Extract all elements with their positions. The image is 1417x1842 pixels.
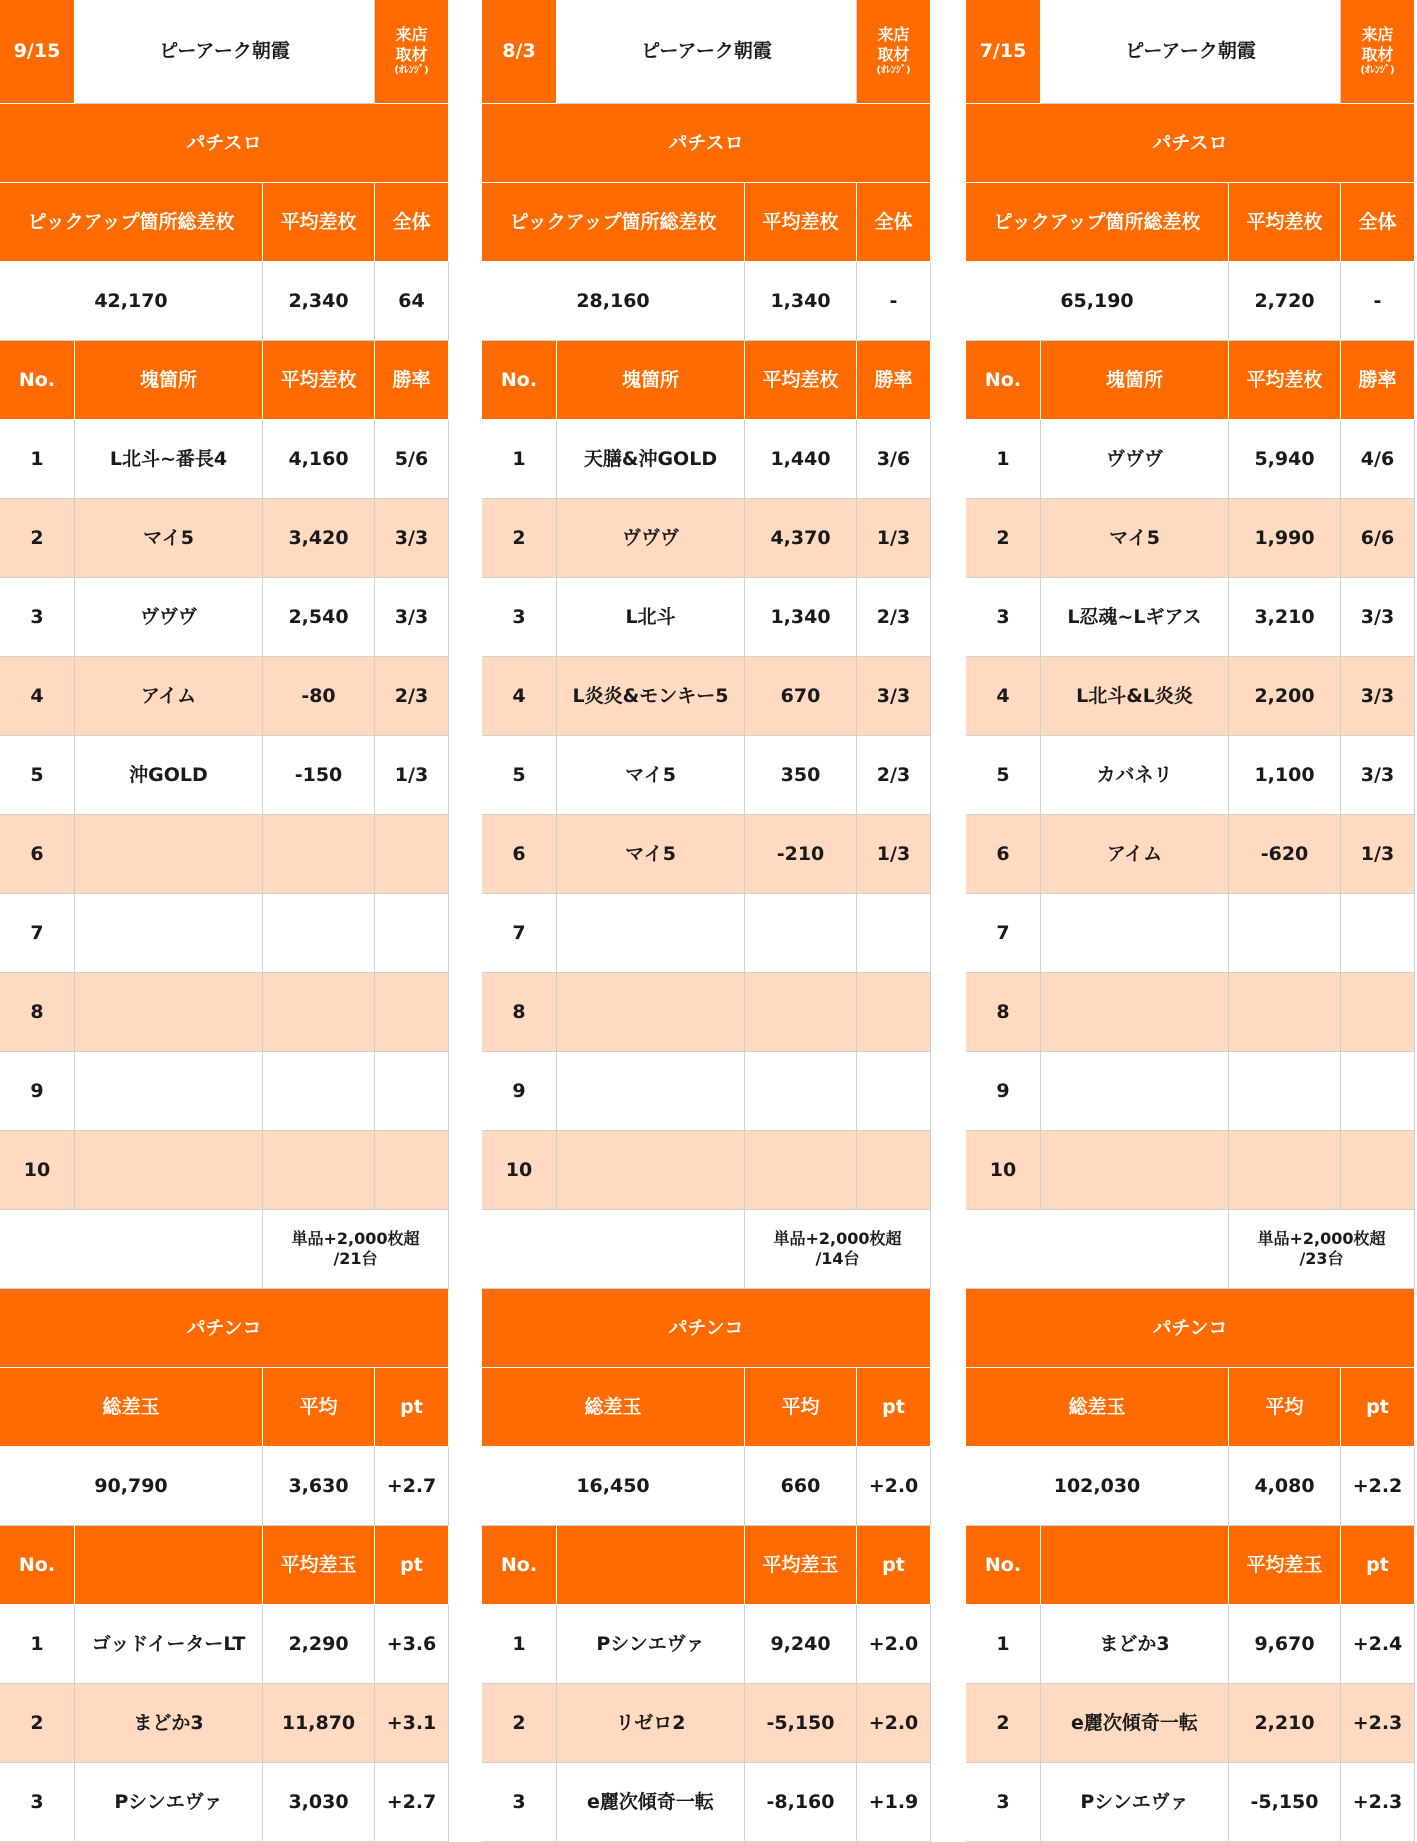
table-cell <box>75 894 263 973</box>
visit-line: 来店 <box>877 25 910 45</box>
table-cell: 10 <box>966 1131 1041 1210</box>
column-header: pt <box>1341 1526 1415 1605</box>
table-cell: マイ5 <box>557 736 745 815</box>
visit-line: (ｵﾚﾝｼﾞ) <box>876 65 911 77</box>
note-line: 単品+2,000枚超 <box>291 1229 420 1248</box>
table-cell <box>1229 894 1341 973</box>
table-cell: 2/3 <box>857 578 931 657</box>
table-cell: +3.6 <box>375 1605 449 1684</box>
summary-header: 総差玉 <box>0 1368 263 1447</box>
table-cell <box>263 1052 375 1131</box>
summary-value: 64 <box>375 262 449 341</box>
column-header <box>1041 1526 1229 1605</box>
table-cell: 7 <box>966 894 1041 973</box>
summary-header: 平均 <box>1229 1368 1341 1447</box>
summary-value: 660 <box>745 1447 857 1526</box>
table-cell: 10 <box>0 1131 75 1210</box>
table-cell: 2 <box>0 1684 75 1763</box>
table-cell: 2/3 <box>375 657 449 736</box>
table-cell: 4,370 <box>745 499 857 578</box>
note-line: /14台 <box>815 1249 860 1268</box>
table-cell: ヴヴヴ <box>557 499 745 578</box>
table-cell <box>75 1131 263 1210</box>
table-cell: 1,990 <box>1229 499 1341 578</box>
table-cell: Pシンエヴァ <box>557 1605 745 1684</box>
store-name: ピーアーク朝霞 <box>75 0 375 104</box>
section-title-pachinko: パチンコ <box>482 1289 931 1368</box>
table-cell <box>75 815 263 894</box>
table-cell: 3,210 <box>1229 578 1341 657</box>
summary-value: 1,340 <box>745 262 857 341</box>
table-cell <box>375 815 449 894</box>
slot-note <box>1229 1210 1415 1289</box>
table-cell <box>75 973 263 1052</box>
summary-value: - <box>1341 262 1415 341</box>
column-header: 平均差枚 <box>263 341 375 420</box>
table-cell: 2/3 <box>857 736 931 815</box>
table-cell: 8 <box>482 973 557 1052</box>
store-name: ピーアーク朝霞 <box>1041 0 1341 104</box>
summary-header: 総差玉 <box>966 1368 1229 1447</box>
table-cell: L北斗&L炎炎 <box>1041 657 1229 736</box>
table-cell: 1/3 <box>857 499 931 578</box>
note-blank <box>0 1210 263 1289</box>
table-cell: 1,100 <box>1229 736 1341 815</box>
summary-header: ピックアップ箇所総差枚 <box>0 183 263 262</box>
table-cell <box>557 973 745 1052</box>
table-cell: 6/6 <box>1341 499 1415 578</box>
column-header: No. <box>482 341 557 420</box>
table-cell: 1/3 <box>1341 815 1415 894</box>
table-cell: -80 <box>263 657 375 736</box>
table-cell: -620 <box>1229 815 1341 894</box>
table-cell: L北斗 <box>557 578 745 657</box>
table-cell: 6 <box>0 815 75 894</box>
table-cell: 3,030 <box>263 1763 375 1842</box>
table-cell: まどか3 <box>1041 1605 1229 1684</box>
slot-note <box>745 1210 931 1289</box>
visit-badge <box>375 0 449 104</box>
table-cell: 3/3 <box>375 578 449 657</box>
table-cell: 4 <box>482 657 557 736</box>
table-cell: 3/3 <box>857 657 931 736</box>
table-cell <box>263 894 375 973</box>
table-cell <box>1041 1131 1229 1210</box>
table-cell: 8 <box>0 973 75 1052</box>
table-cell: +2.3 <box>1341 1763 1415 1842</box>
table-cell <box>557 894 745 973</box>
visit-line: 取材 <box>1361 45 1394 65</box>
column-header: No. <box>0 1526 75 1605</box>
table-cell <box>263 973 375 1052</box>
table-cell: L北斗~番長4 <box>75 420 263 499</box>
table-cell: Pシンエヴァ <box>1041 1763 1229 1842</box>
date-label: 7/15 <box>966 0 1041 104</box>
table-cell <box>1341 973 1415 1052</box>
table-cell: 9,240 <box>745 1605 857 1684</box>
table-cell: 8 <box>966 973 1041 1052</box>
table-cell: e麗次傾奇一転 <box>557 1763 745 1842</box>
table-cell <box>375 894 449 973</box>
column-header: 塊箇所 <box>557 341 745 420</box>
table-cell <box>1341 894 1415 973</box>
note-line: 単品+2,000枚超 <box>1257 1229 1386 1248</box>
table-cell: 7 <box>482 894 557 973</box>
section-title-pachinko: パチンコ <box>0 1289 449 1368</box>
table-cell: まどか3 <box>75 1684 263 1763</box>
table-cell: 3/3 <box>1341 736 1415 815</box>
table-cell: 2 <box>966 499 1041 578</box>
table-cell: 5,940 <box>1229 420 1341 499</box>
table-cell: 3/3 <box>1341 657 1415 736</box>
summary-header: 全体 <box>375 183 449 262</box>
table-cell: -5,150 <box>1229 1763 1341 1842</box>
table-cell: アイム <box>1041 815 1229 894</box>
table-cell: 6 <box>966 815 1041 894</box>
table-cell: 3 <box>482 1763 557 1842</box>
visit-badge <box>857 0 931 104</box>
result-panel <box>482 0 931 1842</box>
table-cell: e麗次傾奇一転 <box>1041 1684 1229 1763</box>
table-cell: 2 <box>482 1684 557 1763</box>
table-cell: -5,150 <box>745 1684 857 1763</box>
table-cell: 350 <box>745 736 857 815</box>
visit-line: (ｵﾚﾝｼﾞ) <box>394 65 429 77</box>
section-title-pachinko: パチンコ <box>966 1289 1415 1368</box>
table-cell: 670 <box>745 657 857 736</box>
date-label: 8/3 <box>482 0 557 104</box>
table-cell: 2 <box>0 499 75 578</box>
table-cell: 4,160 <box>263 420 375 499</box>
visit-line: 来店 <box>1361 25 1394 45</box>
table-cell <box>857 1052 931 1131</box>
table-cell: +2.0 <box>857 1684 931 1763</box>
table-cell: 1 <box>482 1605 557 1684</box>
table-cell: Pシンエヴァ <box>75 1763 263 1842</box>
summary-header: 平均差枚 <box>1229 183 1341 262</box>
summary-header: ピックアップ箇所総差枚 <box>482 183 745 262</box>
table-cell <box>745 1052 857 1131</box>
table-cell: リゼロ2 <box>557 1684 745 1763</box>
table-cell: 3 <box>482 578 557 657</box>
table-cell: ヴヴヴ <box>75 578 263 657</box>
table-cell: -8,160 <box>745 1763 857 1842</box>
table-cell <box>263 815 375 894</box>
table-cell: 9,670 <box>1229 1605 1341 1684</box>
table-cell <box>375 1052 449 1131</box>
table-cell <box>857 1131 931 1210</box>
table-cell: マイ5 <box>557 815 745 894</box>
summary-header: pt <box>857 1368 931 1447</box>
table-cell: -150 <box>263 736 375 815</box>
summary-value: - <box>857 262 931 341</box>
date-label: 9/15 <box>0 0 75 104</box>
summary-value: 102,030 <box>966 1447 1229 1526</box>
column-header: 平均差玉 <box>745 1526 857 1605</box>
table-cell: 1 <box>966 420 1041 499</box>
table-cell <box>1341 1052 1415 1131</box>
table-cell: 1 <box>0 1605 75 1684</box>
column-header: 勝率 <box>375 341 449 420</box>
table-cell: 2,540 <box>263 578 375 657</box>
summary-value: 28,160 <box>482 262 745 341</box>
note-blank <box>966 1210 1229 1289</box>
table-cell: 3,420 <box>263 499 375 578</box>
table-cell: +2.4 <box>1341 1605 1415 1684</box>
table-cell: +3.1 <box>375 1684 449 1763</box>
column-header: 平均差枚 <box>745 341 857 420</box>
summary-value: 4,080 <box>1229 1447 1341 1526</box>
slot-note <box>263 1210 449 1289</box>
table-cell: アイム <box>75 657 263 736</box>
summary-value: +2.0 <box>857 1447 931 1526</box>
summary-value: 16,450 <box>482 1447 745 1526</box>
table-cell: -210 <box>745 815 857 894</box>
table-cell: 1/3 <box>375 736 449 815</box>
note-line: /23台 <box>1299 1249 1344 1268</box>
table-cell: 3/3 <box>375 499 449 578</box>
table-cell: 2,290 <box>263 1605 375 1684</box>
table-cell <box>745 973 857 1052</box>
table-cell: 1/3 <box>857 815 931 894</box>
table-cell <box>1041 894 1229 973</box>
table-cell: 天膳&沖GOLD <box>557 420 745 499</box>
table-cell <box>75 1052 263 1131</box>
table-cell: 9 <box>966 1052 1041 1131</box>
table-cell: +2.3 <box>1341 1684 1415 1763</box>
table-cell: 9 <box>482 1052 557 1131</box>
table-cell: 1 <box>482 420 557 499</box>
table-cell: L炎炎&モンキー5 <box>557 657 745 736</box>
table-cell: マイ5 <box>75 499 263 578</box>
table-cell <box>857 894 931 973</box>
result-panel <box>0 0 449 1842</box>
table-cell: 1,340 <box>745 578 857 657</box>
note-line: 単品+2,000枚超 <box>773 1229 902 1248</box>
table-cell: 6 <box>482 815 557 894</box>
summary-header: pt <box>375 1368 449 1447</box>
column-header: 勝率 <box>857 341 931 420</box>
summary-header: 平均差枚 <box>263 183 375 262</box>
section-title-slot: パチスロ <box>966 104 1415 183</box>
summary-header: ピックアップ箇所総差枚 <box>966 183 1229 262</box>
table-cell: L忍魂~Lギアス <box>1041 578 1229 657</box>
table-cell <box>745 894 857 973</box>
note-line: /21台 <box>333 1249 378 1268</box>
summary-value: 3,630 <box>263 1447 375 1526</box>
table-cell: 5 <box>0 736 75 815</box>
table-cell: 3 <box>0 1763 75 1842</box>
column-header: 平均差枚 <box>1229 341 1341 420</box>
summary-value: +2.7 <box>375 1447 449 1526</box>
summary-header: 全体 <box>1341 183 1415 262</box>
table-cell <box>557 1052 745 1131</box>
summary-header: 平均 <box>745 1368 857 1447</box>
table-cell: 4 <box>0 657 75 736</box>
result-panel <box>966 0 1415 1842</box>
table-cell <box>1229 1052 1341 1131</box>
summary-value: 65,190 <box>966 262 1229 341</box>
table-cell <box>557 1131 745 1210</box>
note-blank <box>482 1210 745 1289</box>
table-cell: +2.7 <box>375 1763 449 1842</box>
table-cell <box>263 1131 375 1210</box>
table-cell: +2.0 <box>857 1605 931 1684</box>
table-cell: マイ5 <box>1041 499 1229 578</box>
table-cell <box>1041 973 1229 1052</box>
visit-badge <box>1341 0 1415 104</box>
summary-value: +2.2 <box>1341 1447 1415 1526</box>
visit-line: 取材 <box>877 45 910 65</box>
table-cell <box>1341 1131 1415 1210</box>
table-cell: 3 <box>966 1763 1041 1842</box>
summary-header: 全体 <box>857 183 931 262</box>
column-header: No. <box>966 341 1041 420</box>
table-cell: +1.9 <box>857 1763 931 1842</box>
column-header: 勝率 <box>1341 341 1415 420</box>
table-cell: 3 <box>0 578 75 657</box>
column-header: 塊箇所 <box>75 341 263 420</box>
table-cell: 1 <box>0 420 75 499</box>
table-cell <box>375 1131 449 1210</box>
section-title-slot: パチスロ <box>0 104 449 183</box>
store-name: ピーアーク朝霞 <box>557 0 857 104</box>
table-cell: 1,440 <box>745 420 857 499</box>
column-header <box>557 1526 745 1605</box>
column-header: 塊箇所 <box>1041 341 1229 420</box>
summary-value: 90,790 <box>0 1447 263 1526</box>
table-cell: 10 <box>482 1131 557 1210</box>
table-cell: 3/6 <box>857 420 931 499</box>
table-cell: 5 <box>966 736 1041 815</box>
section-title-slot: パチスロ <box>482 104 931 183</box>
table-cell: 4/6 <box>1341 420 1415 499</box>
table-cell: 5 <box>482 736 557 815</box>
column-header: pt <box>375 1526 449 1605</box>
table-cell: 2,210 <box>1229 1684 1341 1763</box>
table-cell: 4 <box>966 657 1041 736</box>
table-cell: 1 <box>966 1605 1041 1684</box>
column-header: No. <box>966 1526 1041 1605</box>
table-cell: 5/6 <box>375 420 449 499</box>
table-cell: 2,200 <box>1229 657 1341 736</box>
column-header: 平均差玉 <box>263 1526 375 1605</box>
table-cell <box>745 1131 857 1210</box>
column-header: No. <box>0 341 75 420</box>
table-cell <box>1229 1131 1341 1210</box>
table-cell: 9 <box>0 1052 75 1131</box>
summary-value: 2,340 <box>263 262 375 341</box>
table-cell: 3 <box>966 578 1041 657</box>
summary-header: pt <box>1341 1368 1415 1447</box>
column-header: 平均差玉 <box>1229 1526 1341 1605</box>
table-cell <box>857 973 931 1052</box>
column-header <box>75 1526 263 1605</box>
table-cell: 3/3 <box>1341 578 1415 657</box>
table-cell: 沖GOLD <box>75 736 263 815</box>
table-cell <box>375 973 449 1052</box>
table-cell: 11,870 <box>263 1684 375 1763</box>
table-cell <box>1229 973 1341 1052</box>
visit-line: (ｵﾚﾝｼﾞ) <box>1360 65 1395 77</box>
table-cell: ゴッドイーターLT <box>75 1605 263 1684</box>
table-cell <box>1041 1052 1229 1131</box>
visit-line: 来店 <box>395 25 428 45</box>
table-cell: カバネリ <box>1041 736 1229 815</box>
table-cell: 7 <box>0 894 75 973</box>
summary-value: 42,170 <box>0 262 263 341</box>
table-cell: ヴヴヴ <box>1041 420 1229 499</box>
summary-header: 総差玉 <box>482 1368 745 1447</box>
column-header: No. <box>482 1526 557 1605</box>
table-cell: 2 <box>482 499 557 578</box>
summary-header: 平均差枚 <box>745 183 857 262</box>
column-header: pt <box>857 1526 931 1605</box>
summary-value: 2,720 <box>1229 262 1341 341</box>
table-cell: 2 <box>966 1684 1041 1763</box>
summary-header: 平均 <box>263 1368 375 1447</box>
visit-line: 取材 <box>395 45 428 65</box>
